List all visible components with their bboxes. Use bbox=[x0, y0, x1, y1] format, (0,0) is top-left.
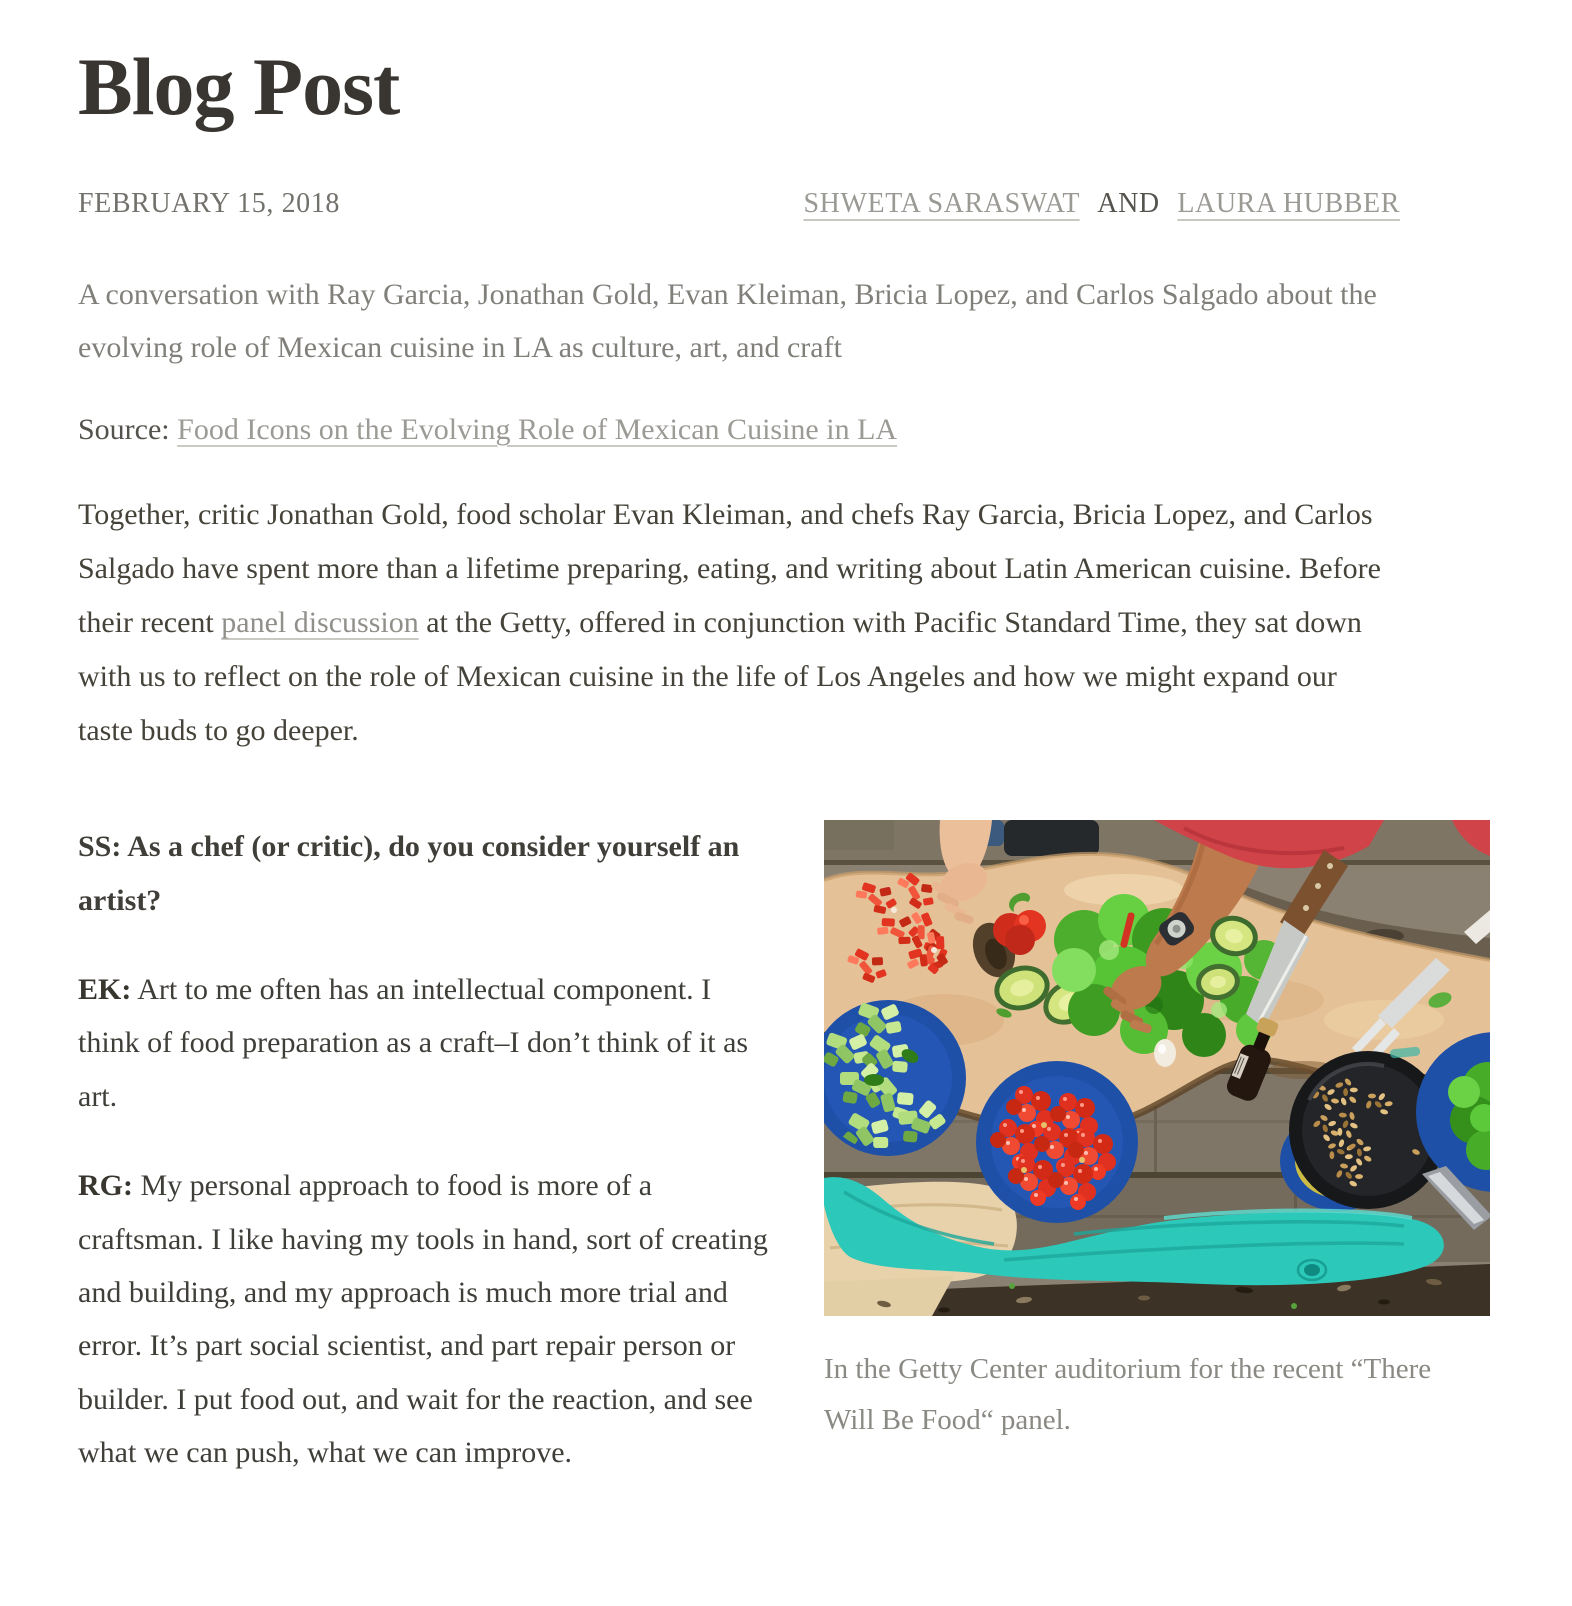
author-link-laura-hubber[interactable]: LAURA HUBBER bbox=[1177, 188, 1400, 220]
byline bbox=[803, 188, 1400, 220]
qa-column bbox=[78, 820, 778, 1479]
getty-panel-photo bbox=[824, 820, 1490, 1316]
lead-paragraph bbox=[78, 488, 1383, 758]
page-title: Blog Post bbox=[78, 41, 400, 132]
qa-answer-ek bbox=[78, 963, 778, 1123]
figure-caption: In the Getty Center auditorium for the recent “There Will Be Food“ panel. bbox=[824, 1353, 1432, 1437]
speaker-label-rg: RG: bbox=[78, 1169, 133, 1203]
qa-answer-ek-text: Art to me often has an intellectual component. I think of food preparation as a craft–I don’t think of it as art. bbox=[78, 973, 749, 1113]
qa-answer-rg bbox=[78, 1159, 778, 1479]
post-meta bbox=[78, 188, 1400, 220]
blog-post-page bbox=[0, 41, 1572, 1546]
post-figure bbox=[824, 820, 1490, 1446]
panel-discussion-link[interactable]: panel discussion bbox=[221, 606, 419, 640]
author-link-shweta-saraswat[interactable]: SHWETA SARASWAT bbox=[803, 188, 1080, 220]
two-column-section bbox=[78, 820, 1490, 1479]
lead-text-after: at the Getty, offered in conjunction with Pacific Standard Time, they sat down with us to reflect on the role of Mexican cuisine in the life of Los Angeles and how we might expand our taste buds to go deeper. bbox=[78, 606, 1362, 748]
lead-text-before: Together, critic Jonathan Gold, food scholar Evan Kleiman, and chefs Ray Garcia, Bricia Lopez, and Carlos Salgado have spent more than a lifetime preparing, eating, and writing about Latin American cuisine. Before their recent bbox=[78, 498, 1381, 640]
qa-question: SS: As a chef (or critic), do you consider yourself an artist? bbox=[78, 830, 740, 917]
source-label: Source: bbox=[78, 412, 170, 446]
post-summary: A conversation with Ray Garcia, Jonathan Gold, Evan Kleiman, Bricia Lopez, and Carlos Salgado about the evolving role of Mexican cuisine in LA as culture, art, and craft bbox=[78, 278, 1377, 365]
byline-separator: AND bbox=[1097, 188, 1160, 220]
speaker-label-ek: EK: bbox=[78, 973, 132, 1007]
source-line bbox=[78, 403, 1490, 456]
qa-answer-rg-text: My personal approach to food is more of a craftsman. I like having my tools in hand, sort of creating and building, and my approach is much more trial and error. It’s part social scientist, and part repair person or builder. I put food out, and wait for the reaction, and see what we can push, what we can improve. bbox=[78, 1169, 768, 1470]
source-link[interactable]: Food Icons on the Evolving Role of Mexican Cuisine in LA bbox=[177, 412, 898, 446]
post-date: FEBRUARY 15, 2018 bbox=[78, 188, 340, 220]
